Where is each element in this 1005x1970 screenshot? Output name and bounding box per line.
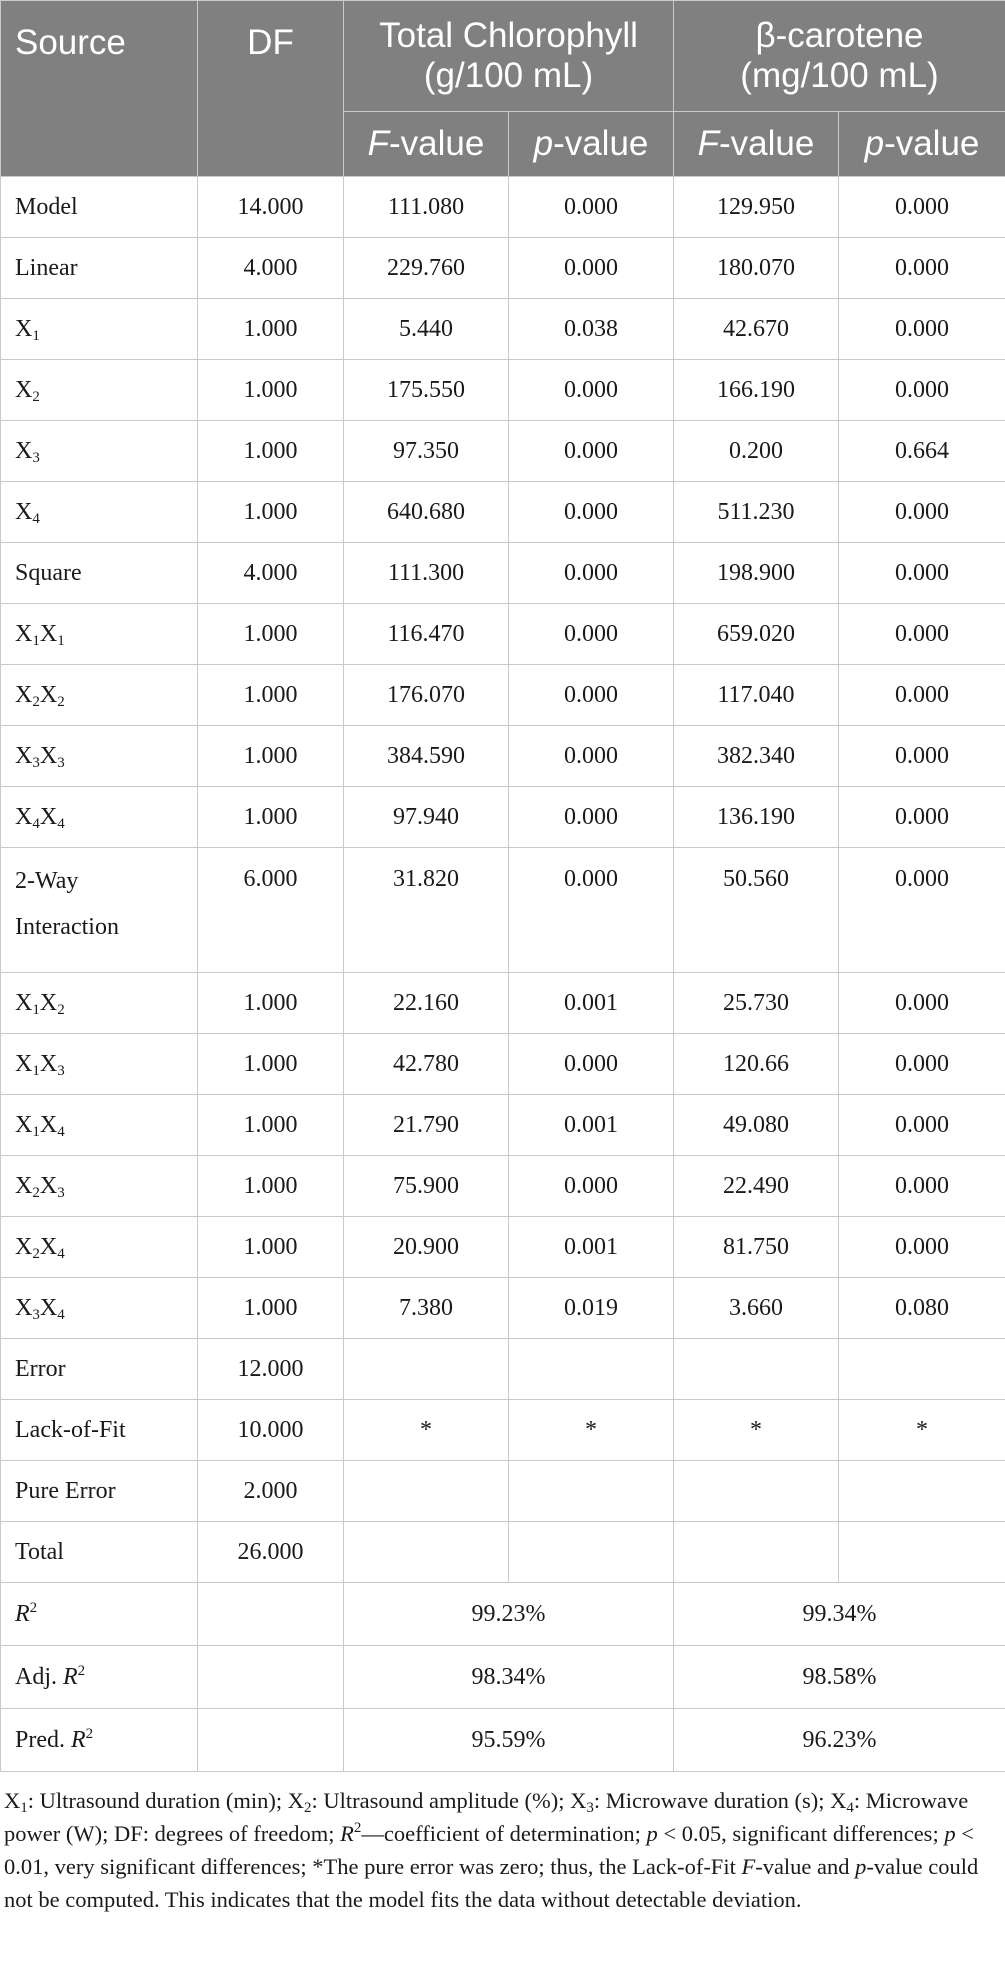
cell-bc-p-value: 0.000	[839, 726, 1005, 787]
cell-df: 1.000	[198, 604, 344, 665]
cell-bc-p-value: 0.000	[839, 1217, 1005, 1278]
cell-tc-p-value: *	[509, 1400, 674, 1461]
cell-bc-f-value	[674, 1522, 839, 1583]
cell-bc-f-value: 25.730	[674, 973, 839, 1034]
cell-source: $X_1X_3$	[1, 1034, 198, 1095]
cell-df: 1.000	[198, 1034, 344, 1095]
cell-bc-f-value: 659.020	[674, 604, 839, 665]
cell-bc-p-value: 0.080	[839, 1278, 1005, 1339]
cell-tc-f-value: 97.940	[344, 787, 509, 848]
cell-tc-p-value: 0.000	[509, 604, 674, 665]
table-row	[1, 299, 1005, 360]
cell-tc-f-value: 176.070	[344, 665, 509, 726]
cell-tc-f-value: 21.790	[344, 1095, 509, 1156]
cell-df: 1.000	[198, 665, 344, 726]
cell-bc-f-value: 382.340	[674, 726, 839, 787]
cell-bc-f-value: 22.490	[674, 1156, 839, 1217]
cell-source: $X_1X_1$	[1, 604, 198, 665]
table-row	[1, 848, 1005, 973]
cell-bc-f-value	[674, 1461, 839, 1522]
cell-df: 1.000	[198, 299, 344, 360]
cell-bc-f-value: 198.900	[674, 543, 839, 604]
cell-tc-f-value: 22.160	[344, 973, 509, 1034]
cell-bc-f-value: 0.200	[674, 421, 839, 482]
cell-tc-p-value: 0.001	[509, 1095, 674, 1156]
table-row-r2	[1, 1709, 1005, 1772]
table-row	[1, 1156, 1005, 1217]
cell-source: Square	[1, 543, 198, 604]
table-row-r2	[1, 1646, 1005, 1709]
cell-tc-f-value: 384.590	[344, 726, 509, 787]
cell-tc-p-value: 0.000	[509, 787, 674, 848]
cell-tc-f-value: 116.470	[344, 604, 509, 665]
cell-source: $X_1X_4$	[1, 1095, 198, 1156]
cell-source: $X_2X_2$	[1, 665, 198, 726]
cell-bc-p-value: 0.000	[839, 848, 1005, 973]
cell-tc-p-value: 0.000	[509, 1034, 674, 1095]
cell-bc-p-value: 0.000	[839, 787, 1005, 848]
cell-source: Pure Error	[1, 1461, 198, 1522]
cell-df: 1.000	[198, 1278, 344, 1339]
cell-tc-f-value: 20.900	[344, 1217, 509, 1278]
header-total-chlorophyll	[344, 1, 674, 112]
header-total-chlorophyll-line1: Total Chlorophyll	[379, 16, 638, 55]
cell-tc-f-value: 640.680	[344, 482, 509, 543]
table-row-r2	[1, 1583, 1005, 1646]
cell-df	[198, 1709, 344, 1772]
table-row	[1, 1522, 1005, 1583]
cell-tc-f-value	[344, 1522, 509, 1583]
table-row	[1, 1400, 1005, 1461]
cell-tc-f-value: 229.760	[344, 238, 509, 299]
cell-source: $X_4$	[1, 482, 198, 543]
header-tc-f-value: F-value	[344, 112, 509, 177]
cell-tc-r2: 98.34%	[344, 1646, 674, 1709]
table-row	[1, 1034, 1005, 1095]
table-body	[1, 177, 1005, 1772]
cell-bc-r2: 99.34%	[674, 1583, 1005, 1646]
cell-tc-f-value	[344, 1461, 509, 1522]
cell-df: 6.000	[198, 848, 344, 973]
cell-bc-r2: 98.58%	[674, 1646, 1005, 1709]
cell-bc-r2: 96.23%	[674, 1709, 1005, 1772]
header-beta-carotene	[674, 1, 1005, 112]
cell-df: 12.000	[198, 1339, 344, 1400]
cell-tc-f-value: 42.780	[344, 1034, 509, 1095]
cell-df: 1.000	[198, 1217, 344, 1278]
cell-bc-p-value	[839, 1522, 1005, 1583]
cell-source: Error	[1, 1339, 198, 1400]
cell-source: 2-Way Interaction	[1, 848, 198, 973]
cell-df: 26.000	[198, 1522, 344, 1583]
cell-df: 1.000	[198, 1095, 344, 1156]
cell-tc-f-value: 7.380	[344, 1278, 509, 1339]
cell-source: $X_4X_4$	[1, 787, 198, 848]
cell-bc-f-value	[674, 1339, 839, 1400]
cell-source: Lack-of-Fit	[1, 1400, 198, 1461]
table-row	[1, 421, 1005, 482]
header-bc-p-value: p-value	[839, 112, 1005, 177]
cell-source: $X_2$	[1, 360, 198, 421]
cell-df: 1.000	[198, 482, 344, 543]
cell-df: 1.000	[198, 421, 344, 482]
header-beta-carotene-line2: (mg/100 mL)	[740, 56, 939, 95]
cell-tc-p-value: 0.000	[509, 848, 674, 973]
cell-source: Total	[1, 1522, 198, 1583]
cell-bc-f-value: 42.670	[674, 299, 839, 360]
cell-bc-f-value: 511.230	[674, 482, 839, 543]
cell-bc-f-value: 3.660	[674, 1278, 839, 1339]
cell-tc-p-value: 0.001	[509, 1217, 674, 1278]
table-footnote	[0, 1772, 1005, 1916]
cell-bc-f-value: 166.190	[674, 360, 839, 421]
cell-bc-f-value: 50.560	[674, 848, 839, 973]
table-row	[1, 1095, 1005, 1156]
cell-source: $X_3X_4$	[1, 1278, 198, 1339]
cell-bc-p-value: 0.000	[839, 1156, 1005, 1217]
table-row	[1, 787, 1005, 848]
cell-bc-p-value: *	[839, 1400, 1005, 1461]
cell-tc-f-value: 175.550	[344, 360, 509, 421]
cell-df: 1.000	[198, 726, 344, 787]
cell-tc-p-value	[509, 1522, 674, 1583]
cell-tc-p-value: 0.038	[509, 299, 674, 360]
cell-bc-f-value: 117.040	[674, 665, 839, 726]
table-row	[1, 360, 1005, 421]
cell-tc-f-value: 111.300	[344, 543, 509, 604]
cell-source: $X_1X_2$	[1, 973, 198, 1034]
cell-df	[198, 1646, 344, 1709]
cell-df	[198, 1583, 344, 1646]
table-header	[1, 1, 1005, 177]
header-df: DF	[198, 1, 344, 177]
cell-bc-p-value: 0.000	[839, 1034, 1005, 1095]
cell-tc-f-value: 97.350	[344, 421, 509, 482]
cell-bc-f-value: 129.950	[674, 177, 839, 238]
cell-source: $X_3X_3$	[1, 726, 198, 787]
cell-bc-p-value: 0.000	[839, 973, 1005, 1034]
table-row	[1, 665, 1005, 726]
cell-bc-f-value: 180.070	[674, 238, 839, 299]
cell-tc-p-value: 0.000	[509, 726, 674, 787]
cell-tc-p-value	[509, 1461, 674, 1522]
cell-tc-p-value: 0.019	[509, 1278, 674, 1339]
cell-tc-p-value: 0.000	[509, 1156, 674, 1217]
cell-bc-p-value: 0.000	[839, 1095, 1005, 1156]
table-row	[1, 726, 1005, 787]
table-row	[1, 482, 1005, 543]
cell-df: 1.000	[198, 973, 344, 1034]
table-row	[1, 543, 1005, 604]
cell-source: $X_1$	[1, 299, 198, 360]
header-source: Source	[1, 1, 198, 177]
header-total-chlorophyll-line2: (g/100 mL)	[423, 56, 594, 95]
table-row	[1, 1217, 1005, 1278]
cell-bc-f-value: 49.080	[674, 1095, 839, 1156]
cell-bc-p-value: 0.000	[839, 604, 1005, 665]
cell-tc-f-value: 75.900	[344, 1156, 509, 1217]
cell-tc-f-value: 31.820	[344, 848, 509, 973]
cell-tc-p-value	[509, 1339, 674, 1400]
table-row	[1, 604, 1005, 665]
table-row	[1, 1278, 1005, 1339]
cell-source: $X_3$	[1, 421, 198, 482]
cell-tc-p-value: 0.000	[509, 421, 674, 482]
table-row	[1, 1339, 1005, 1400]
cell-bc-p-value: 0.000	[839, 360, 1005, 421]
header-beta-carotene-line1: β-carotene	[755, 16, 924, 55]
cell-tc-p-value: 0.000	[509, 177, 674, 238]
table-row	[1, 238, 1005, 299]
header-tc-p-value: p-value	[509, 112, 674, 177]
cell-source: Model	[1, 177, 198, 238]
cell-bc-p-value: 0.000	[839, 543, 1005, 604]
cell-tc-f-value: *	[344, 1400, 509, 1461]
cell-bc-p-value	[839, 1339, 1005, 1400]
cell-df: 1.000	[198, 1156, 344, 1217]
cell-source: Linear	[1, 238, 198, 299]
cell-tc-f-value	[344, 1339, 509, 1400]
cell-bc-f-value: *	[674, 1400, 839, 1461]
cell-source: Pred. $R^2$	[1, 1709, 198, 1772]
cell-source: $R^2$	[1, 1583, 198, 1646]
header-bc-f-value: F-value	[674, 112, 839, 177]
cell-tc-p-value: 0.000	[509, 360, 674, 421]
cell-bc-f-value: 81.750	[674, 1217, 839, 1278]
cell-tc-r2: 99.23%	[344, 1583, 674, 1646]
cell-tc-p-value: 0.000	[509, 543, 674, 604]
cell-bc-p-value: 0.000	[839, 482, 1005, 543]
cell-bc-p-value: 0.000	[839, 238, 1005, 299]
cell-df: 10.000	[198, 1400, 344, 1461]
cell-df: 4.000	[198, 238, 344, 299]
cell-df: 1.000	[198, 360, 344, 421]
cell-tc-p-value: 0.001	[509, 973, 674, 1034]
cell-df: 1.000	[198, 787, 344, 848]
cell-df: 4.000	[198, 543, 344, 604]
cell-bc-p-value: 0.000	[839, 177, 1005, 238]
cell-bc-f-value: 136.190	[674, 787, 839, 848]
cell-tc-p-value: 0.000	[509, 482, 674, 543]
cell-bc-p-value: 0.664	[839, 421, 1005, 482]
cell-tc-r2: 95.59%	[344, 1709, 674, 1772]
footnote-text: $X_1$: Ultrasound duration (min); $X_2$: Ultrasound amplitude (%); $X_3$: Microwave duration (s); $X_4$: Microwave power (W); DF: degrees of freedom; $R^2—coefficient$ of determination; p < 0.05, significant differences; p < 0.01, very significant differences; *The pure error was zero; thus, the Lack-of-Fit F-value and p-value could not be computed. This indicates that the model fits the data without detectable deviation.	[4, 1788, 979, 1912]
cell-source: $X_2X_4$	[1, 1217, 198, 1278]
cell-bc-p-value: 0.000	[839, 299, 1005, 360]
table-row	[1, 1461, 1005, 1522]
cell-tc-f-value: 111.080	[344, 177, 509, 238]
table-row	[1, 177, 1005, 238]
table-row	[1, 973, 1005, 1034]
cell-tc-f-value: 5.440	[344, 299, 509, 360]
cell-source: $X_2X_3$	[1, 1156, 198, 1217]
cell-df: 2.000	[198, 1461, 344, 1522]
cell-bc-p-value	[839, 1461, 1005, 1522]
cell-bc-p-value: 0.000	[839, 665, 1005, 726]
cell-df: 14.000	[198, 177, 344, 238]
cell-tc-p-value: 0.000	[509, 238, 674, 299]
cell-source: Adj. $R^2$	[1, 1646, 198, 1709]
cell-bc-f-value: 120.66	[674, 1034, 839, 1095]
cell-tc-p-value: 0.000	[509, 665, 674, 726]
